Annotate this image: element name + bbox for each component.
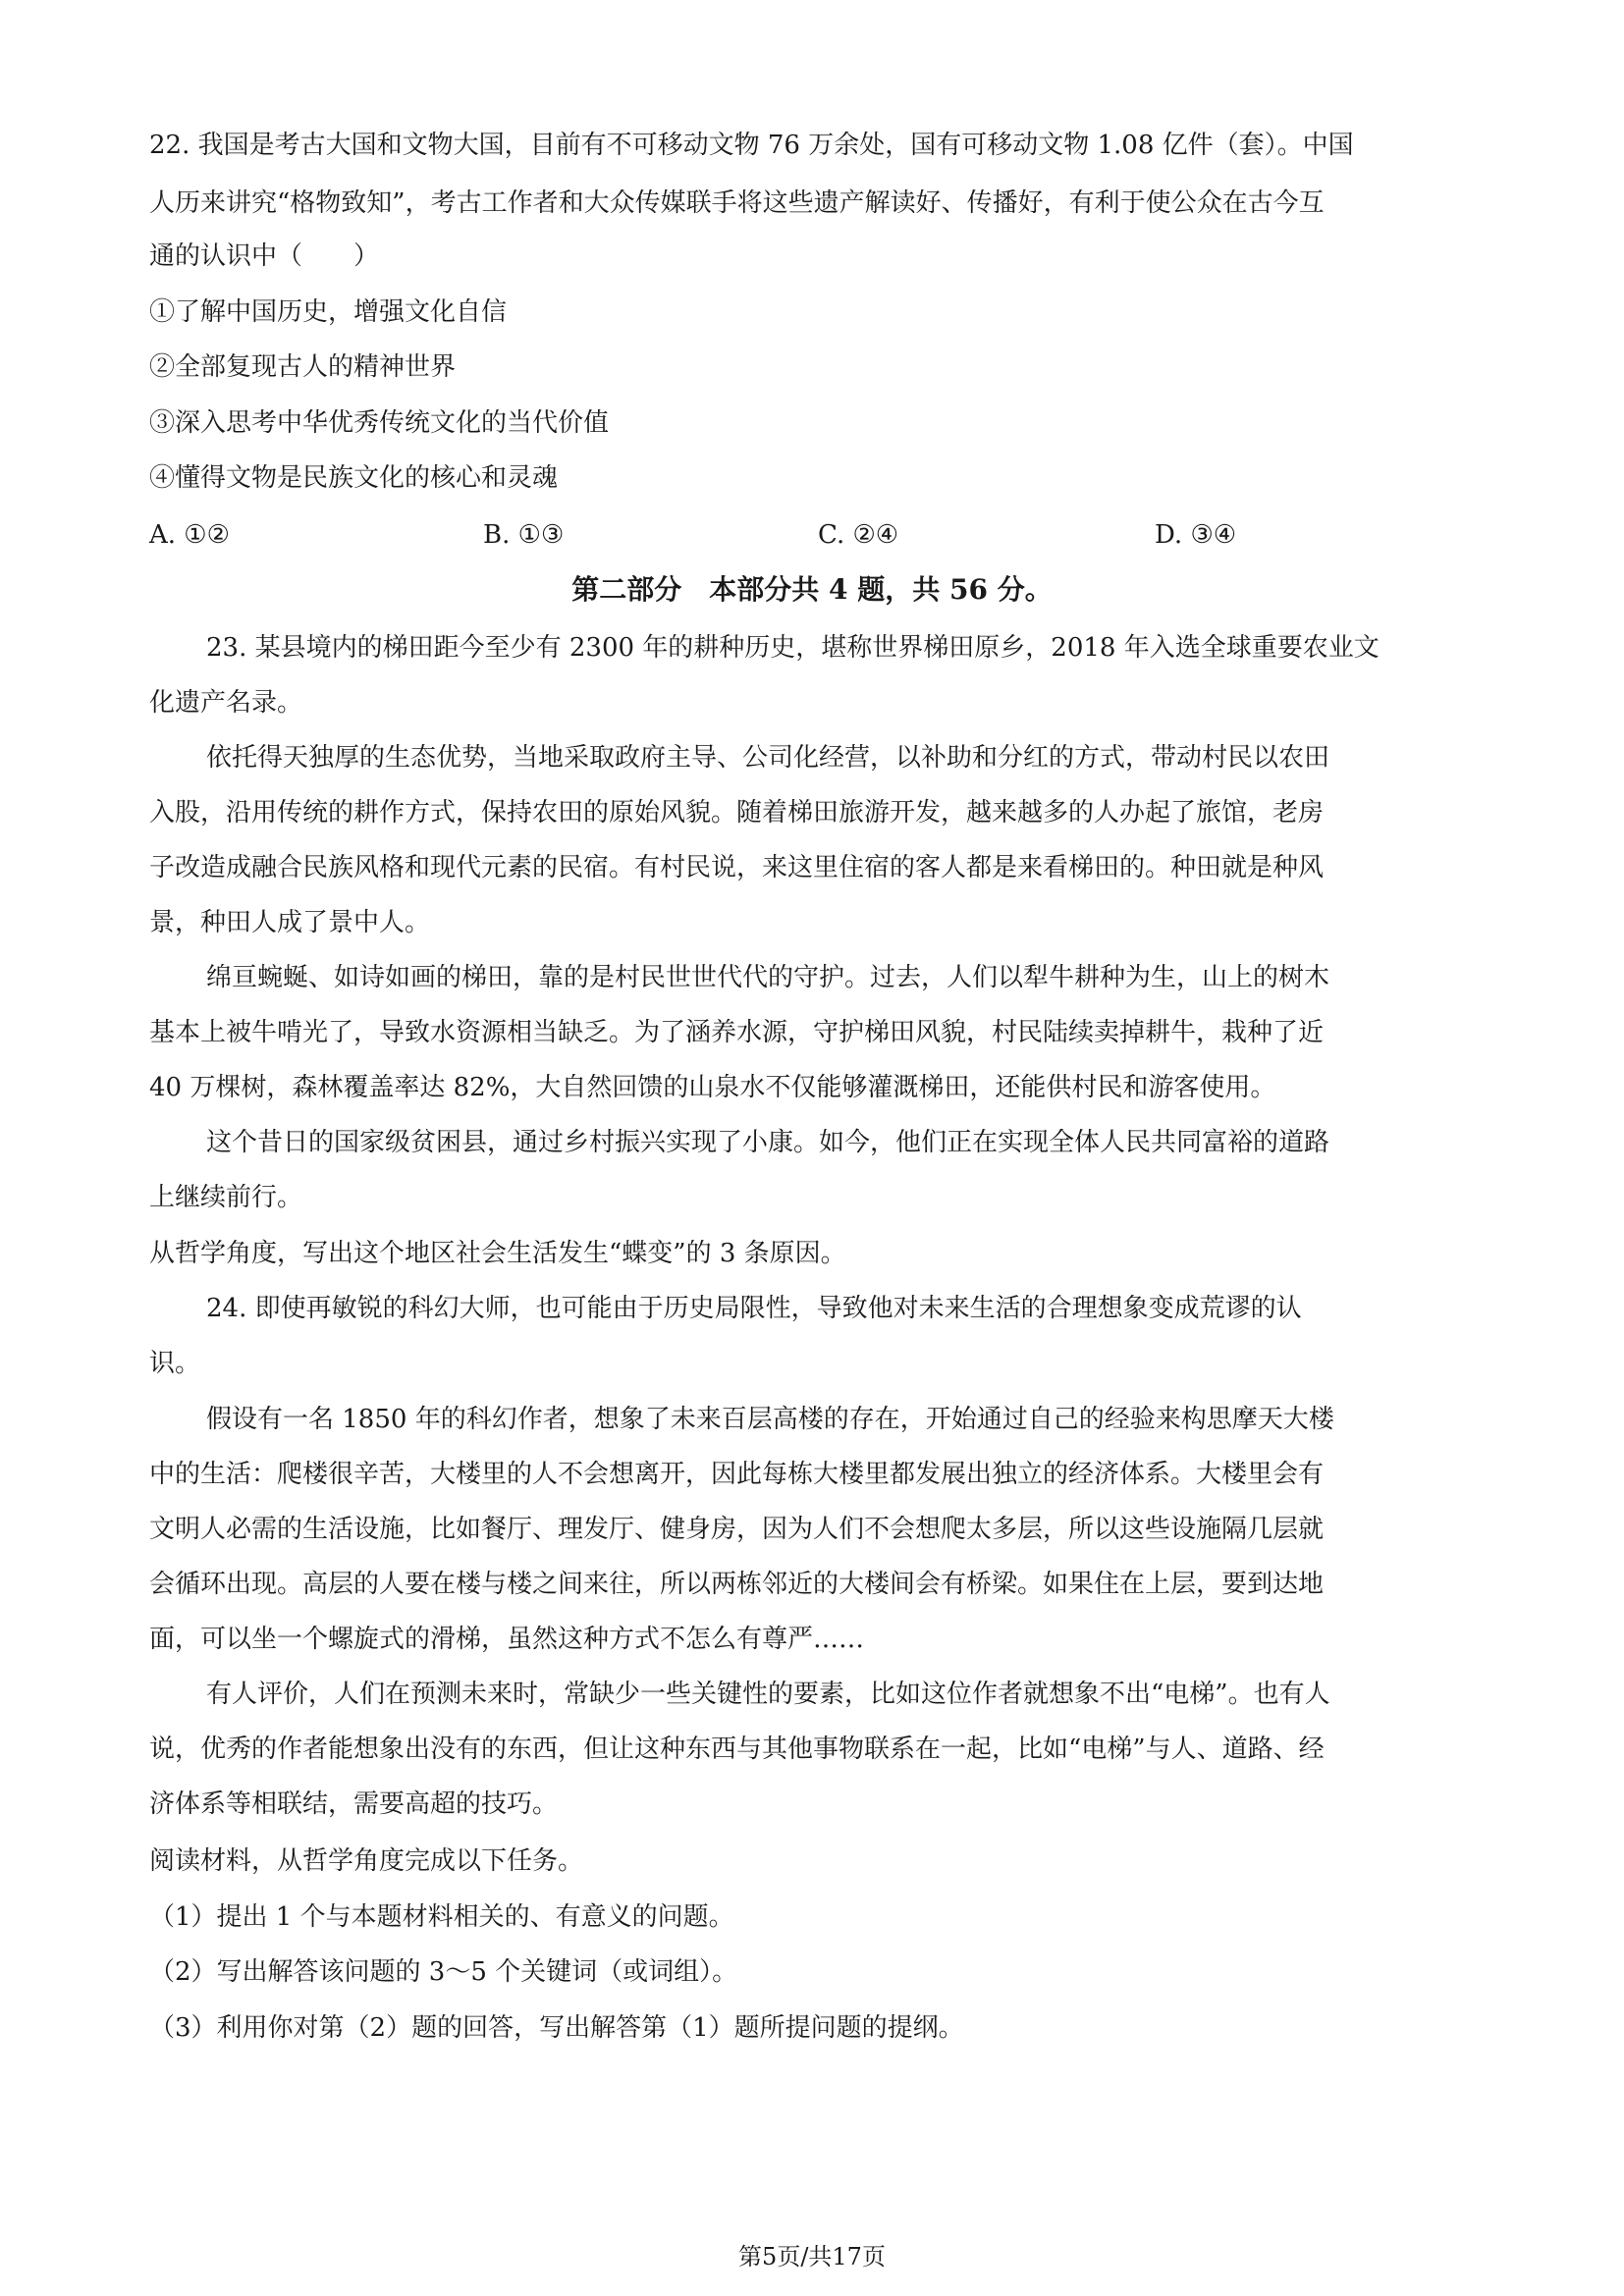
- q23-line-4: 入股，沿用传统的耕作方式，保持农田的原始风貌。随着梯田旅游开发，越来越多的人办起了旅馆，老房: [149, 798, 1325, 828]
- q24-line-4: 中的生活：爬楼很辛苦，大楼里的人不会想离开，因此每栋大楼里都发展出独立的经济体系。大楼里会有: [149, 1460, 1325, 1489]
- q24-line-5: 文明人必需的生活设施，比如餐厅、理发厅、健身房，因为人们不会想爬太多层，所以这些设施隔几层就: [149, 1515, 1325, 1544]
- q22-statement-4: ④懂得文物是民族文化的核心和灵魂: [149, 463, 559, 493]
- q23-line-11: 上继续前行。: [149, 1183, 303, 1212]
- section-2-heading: 第二部分 本部分共 4 题，共 56 分。: [571, 573, 1053, 606]
- q23-line-7: 绵亘蜿蜒、如诗如画的梯田，靠的是村民世世代代的守护。过去，人们以犁牛耕种为生，山上的树木: [206, 963, 1330, 992]
- q23-line-8: 基本上被牛啃光了，导致水资源相当缺乏。为了涵养水源，守护梯田风貌，村民陆续卖掉耕牛，栽种了近: [149, 1018, 1325, 1047]
- q24-line-8: 有人评价，人们在预测未来时，常缺少一些关键性的要素，比如这位作者就想象不出“电梯”。也有人: [206, 1680, 1330, 1709]
- q22-stem-line-2: 人历来讲究“格物致知”，考古工作者和大众传媒联手将这些遗产解读好、传播好，有利于使公众在古今互: [149, 188, 1325, 218]
- q22-option-c: C. ②④: [818, 520, 899, 550]
- q23-line-2: 化遗产名录。: [149, 688, 303, 718]
- q22-stem-line-1: 22. 我国是考古大国和文物大国，目前有不可移动文物 76 万余处，国有可移动文物 1.08 亿件（套）。中国: [149, 131, 1354, 160]
- q24-line-2: 识。: [149, 1349, 201, 1378]
- q24-line-10: 济体系等相联结，需要高超的技巧。: [149, 1789, 559, 1819]
- q23-line-5: 子改造成融合民族风格和现代元素的民宿。有村民说，来这里住宿的客人都是来看梯田的。种田就是种风: [149, 853, 1325, 882]
- q24-line-9: 说，优秀的作者能想象出没有的东西，但让这种东西与其他事物联系在一起，比如“电梯”与人、道路、经: [149, 1735, 1325, 1764]
- q24-line-1: 24. 即使再敏锐的科幻大师，也可能由于历史局限性，导致他对未来生活的合理想象变成荒谬的认: [206, 1294, 1302, 1323]
- q23-line-10: 这个昔日的国家级贫困县，通过乡村振兴实现了小康。如今，他们正在实现全体人民共同富裕的道路: [206, 1128, 1330, 1157]
- q24-task-1: （1）提出 1 个与本题材料相关的、有意义的问题。: [149, 1902, 734, 1932]
- q23-line-9: 40 万棵树，森林覆盖率达 82%，大自然回馈的山泉水不仅能够灌溉梯田，还能供村民和游客使用。: [149, 1073, 1276, 1102]
- q22-statement-3: ③深入思考中华优秀传统文化的当代价值: [149, 408, 610, 438]
- q24-task-2: （2）写出解答该问题的 3～5 个关键词（或词组）。: [149, 1957, 738, 1987]
- q22-option-b: B. ①③: [483, 520, 565, 550]
- page-number: 第5页/共17页: [738, 2243, 886, 2270]
- q22-statement-1: ①了解中国历史，增强文化自信: [149, 297, 508, 327]
- q22-option-d: D. ③④: [1155, 520, 1237, 550]
- q24-task-3: （3）利用你对第（2）题的回答，写出解答第（1）题所提问题的提纲。: [149, 2013, 964, 2043]
- q23-line-1: 23. 某县境内的梯田距今至少有 2300 年的耕种历史，堪称世界梯田原乡，2018 年入选全球重要农业文: [206, 633, 1380, 663]
- q23-line-3: 依托得天独厚的生态优势，当地采取政府主导、公司化经营，以补助和分红的方式，带动村民以农田: [206, 743, 1330, 773]
- q22-statement-2: ②全部复现古人的精神世界: [149, 352, 457, 382]
- q22-stem-line-3: 通的认识中（ ）: [149, 241, 380, 271]
- q24-instruction: 阅读材料，从哲学角度完成以下任务。: [149, 1846, 584, 1876]
- q23-task: 从哲学角度，写出这个地区社会生活发生“蝶变”的 3 条原因。: [149, 1239, 846, 1268]
- q24-line-7: 面，可以坐一个螺旋式的滑梯，虽然这种方式不怎么有尊严……: [149, 1625, 865, 1654]
- q24-line-3: 假设有一名 1850 年的科幻作者，想象了未来百层高楼的存在，开始通过自己的经验来构思摩天大楼: [206, 1405, 1334, 1434]
- q23-line-6: 景，种田人成了景中人。: [149, 908, 431, 937]
- q24-line-6: 会循环出现。高层的人要在楼与楼之间来往，所以两栋邻近的大楼间会有桥梁。如果住在上层，要到达地: [149, 1570, 1325, 1599]
- q22-option-a: A. ①②: [149, 520, 230, 550]
